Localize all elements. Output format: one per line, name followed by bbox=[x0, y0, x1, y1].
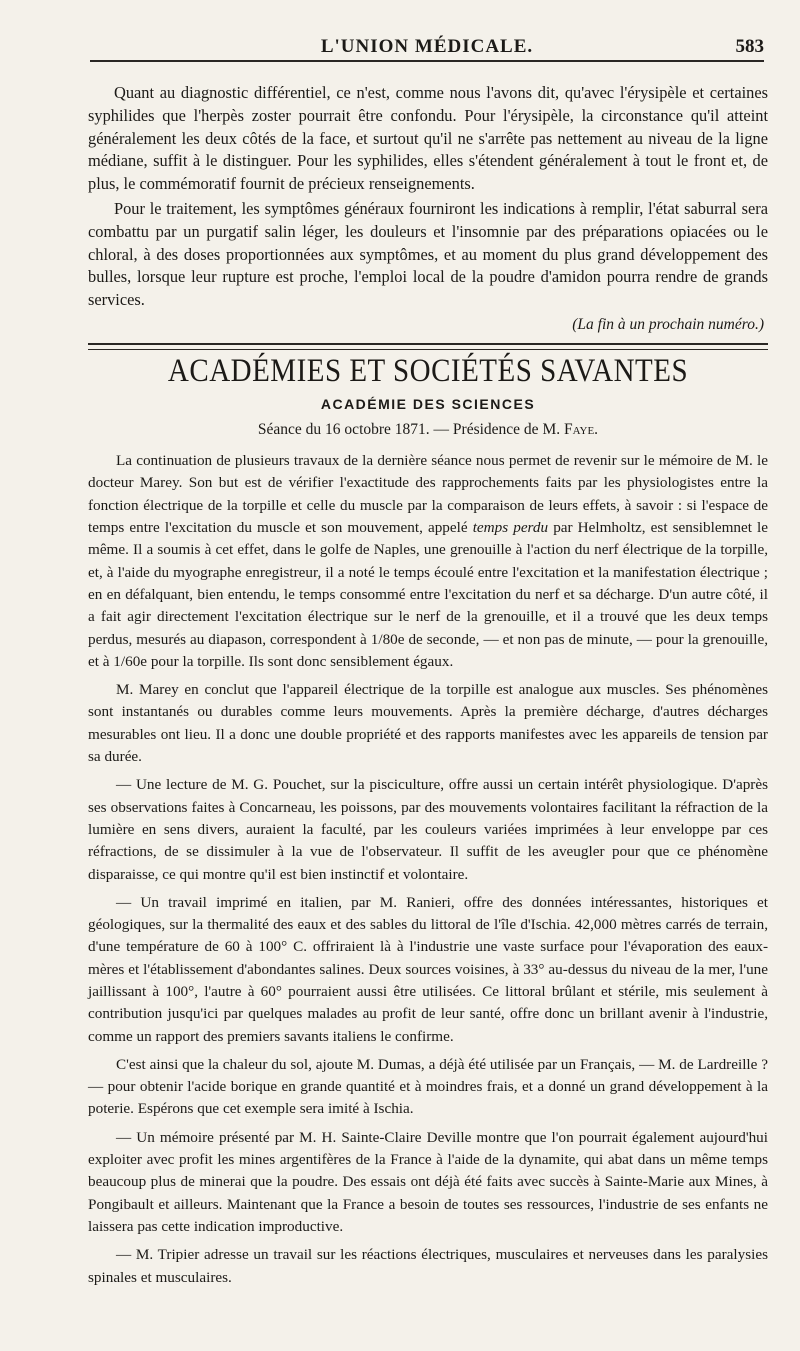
paragraph-marey bbox=[88, 450, 768, 673]
article-body bbox=[88, 82, 768, 1295]
paragraph-tripier: — M. Tripier adresse un travail sur les réactions électriques, musculaires et nerveuses dans les paralysies spinales et musculaires. bbox=[88, 1246, 768, 1286]
paragraph-marey-part-2: par Helmholtz, est sensiblemnet le même. Il a soumis à cet effet, dans le golfe de Naples, une grenouille à l'action du nerf électrique de la torpille, et, à l'aide du myographe enregistreur, il a noté le temps écoulé entre l'excitation et la manifestation électrique ; en en défalquant, bien entendu, le temps consommé entre l'excitation du nerf et sa décharge. D'un autre côté, il a fait agir directement l'excitation électrique sur le nerf de la grenouille, et il a trouvé que les deux temps perdus, mesurés au diapason, correspondent à 1/80e de seconde, — et non pas de minute, — pour la grenouille, et à 1/60e pour la torpille. Ils sont donc sensiblement égaux. bbox=[88, 519, 768, 670]
paragraph-deville: — Un mémoire présenté par M. H. Sainte-Claire Deville montre que l'on pourrait également aujourd'hui exploiter avec profit les mines argentifères de la France à l'aide de la dynamite, qui abat dans un même temps beaucoup plus de minerai que la poudre. Des essais ont déjà été faits avec succès à Sainte-Marie aux Mines, à Pongibault et ailleurs. Maintenant que la France a besoin de toutes ses ressources, l'industrie de ses enfants ne laissera pas cette indication improductive. bbox=[88, 1128, 768, 1235]
section-title: ACADÉMIES ET SOCIÉTÉS SAVANTES bbox=[167, 352, 689, 389]
paragraph-marey-conclusion: M. Marey en conclut que l'appareil électrique de la torpille est analogue aux muscles. Ses phénomènes sont instantanés ou durables comme leurs mouvements. Après la première décharge, d'autres décharges mesurables ont lieu. Il a donc une double propriété et des rapports manifestes avec les appareils de tension par sa durée. bbox=[88, 681, 768, 766]
paragraph-pouchet: — Une lecture de M. G. Pouchet, sur la pisciculture, offre aussi un certain intérêt physiologique. D'après ses observations faites à Concarneau, les poissons, par des mouvements volontaires facilitant la réfraction de la lumière en sens divers, auraient la faculté, par les couleurs variées imprimées à leur enveloppe par ces réfractions, de se dissimuler à la vue de l'observateur. Il suffit de les aveugler pour que ce phénomène disparaisse, ce qui montre qu'il est bien instinctif et volontaire. bbox=[88, 776, 768, 883]
academy-report bbox=[88, 450, 768, 1289]
journal-title: L'UNION MÉDICALE. bbox=[320, 36, 534, 57]
paragraph-marey-part-1: La continuation de plusieurs travaux de la dernière séance nous permet de revenir sur le mémoire de M. le docteur Marey. Son but est de vérifier l'exactitude des rapprochements faits par les physiologistes entre la fonction électrique de la torpille et celle du muscle par la comparaison de leurs effets, à savoir : si l'espace de temps entre l'excitation du muscle et son mouvement, appelé bbox=[88, 452, 768, 537]
session-president: M. Faye. bbox=[542, 421, 599, 439]
paragraph-treatment: Pour le traitement, les symptômes généraux fourniront les indications à remplir, l'état saburral sera combattu par un purgatif salin léger, les douleurs et l'insomnie par des préparations opiacées ou le chloral, à des doses proportionnées aux symptômes, et au moment du plus grand développement des bulles, lorsque leur rupture est proche, l'emploi local de la poudre d'amidon pourra rendre de grands services. bbox=[88, 198, 768, 310]
paragraph-ranieri: — Un travail imprimé en italien, par M. Ranieri, offre des données intéressantes, historiques et géologiques, sur la thermalité des eaux et des sables du littoral de l'île d'Ischia. 42,000 mètres carrés de terrain, d'une température de 60 à 100° C. offriraient là à l'industrie une vaste surface pour l'évaporation des eaux-mères et l'établissement d'abondantes salines. Deux sources voisines, à 33° au-dessus du niveau de la mer, l'une jaillissant à 100°, l'autre à 60° pourraient aussi être utilisées. Ce littoral brûlant et stérile, mis seulement à contribution jusqu'ici par quelques malades au profit de leur santé, offre donc un brillant avenir à l'industrie, comme un rapport des premiers savants italiens le confirme. bbox=[88, 893, 768, 1045]
paragraph-dumas: C'est ainsi que la chaleur du sol, ajoute M. Dumas, a déjà été utilisée par un Français, — M. de Lardreille ? — pour obtenir l'acide borique en grande quantité et à moindres frais, et a donné un grand développement à la poterie. Espérons que cet exemple sera imité à Ischia. bbox=[88, 1055, 768, 1118]
page-number: 583 bbox=[735, 36, 764, 57]
session-line bbox=[88, 419, 768, 442]
paragraph-differential-diagnosis: Quant au diagnostic différentiel, ce n'est, comme nous l'avons dit, qu'avec l'érysipèle et certaines syphilides que l'herpès zoster pourrait être confondu. Pour l'érysipèle, la circonstance qu'il atteint généralement les deux côtés de la face, et surtout qu'il ne s'arrête pas nettement au niveau de la ligne médiane, suffit à le distinguer. Pour les syphilides, elles s'étendent généralement à tout le front et, de plus, le commémoratif fournit de précieux renseignements. bbox=[88, 83, 768, 194]
running-header bbox=[90, 30, 764, 62]
section-divider bbox=[88, 343, 768, 350]
session-date: Séance du 16 octobre 1871. — Présidence de bbox=[257, 421, 539, 439]
subsection-title: ACADÉMIE DES SCIENCES bbox=[320, 395, 536, 412]
continuation-note: (La fin à un prochain numéro.) bbox=[572, 315, 764, 333]
paragraph-marey-emphasis: temps perdu bbox=[472, 519, 549, 537]
